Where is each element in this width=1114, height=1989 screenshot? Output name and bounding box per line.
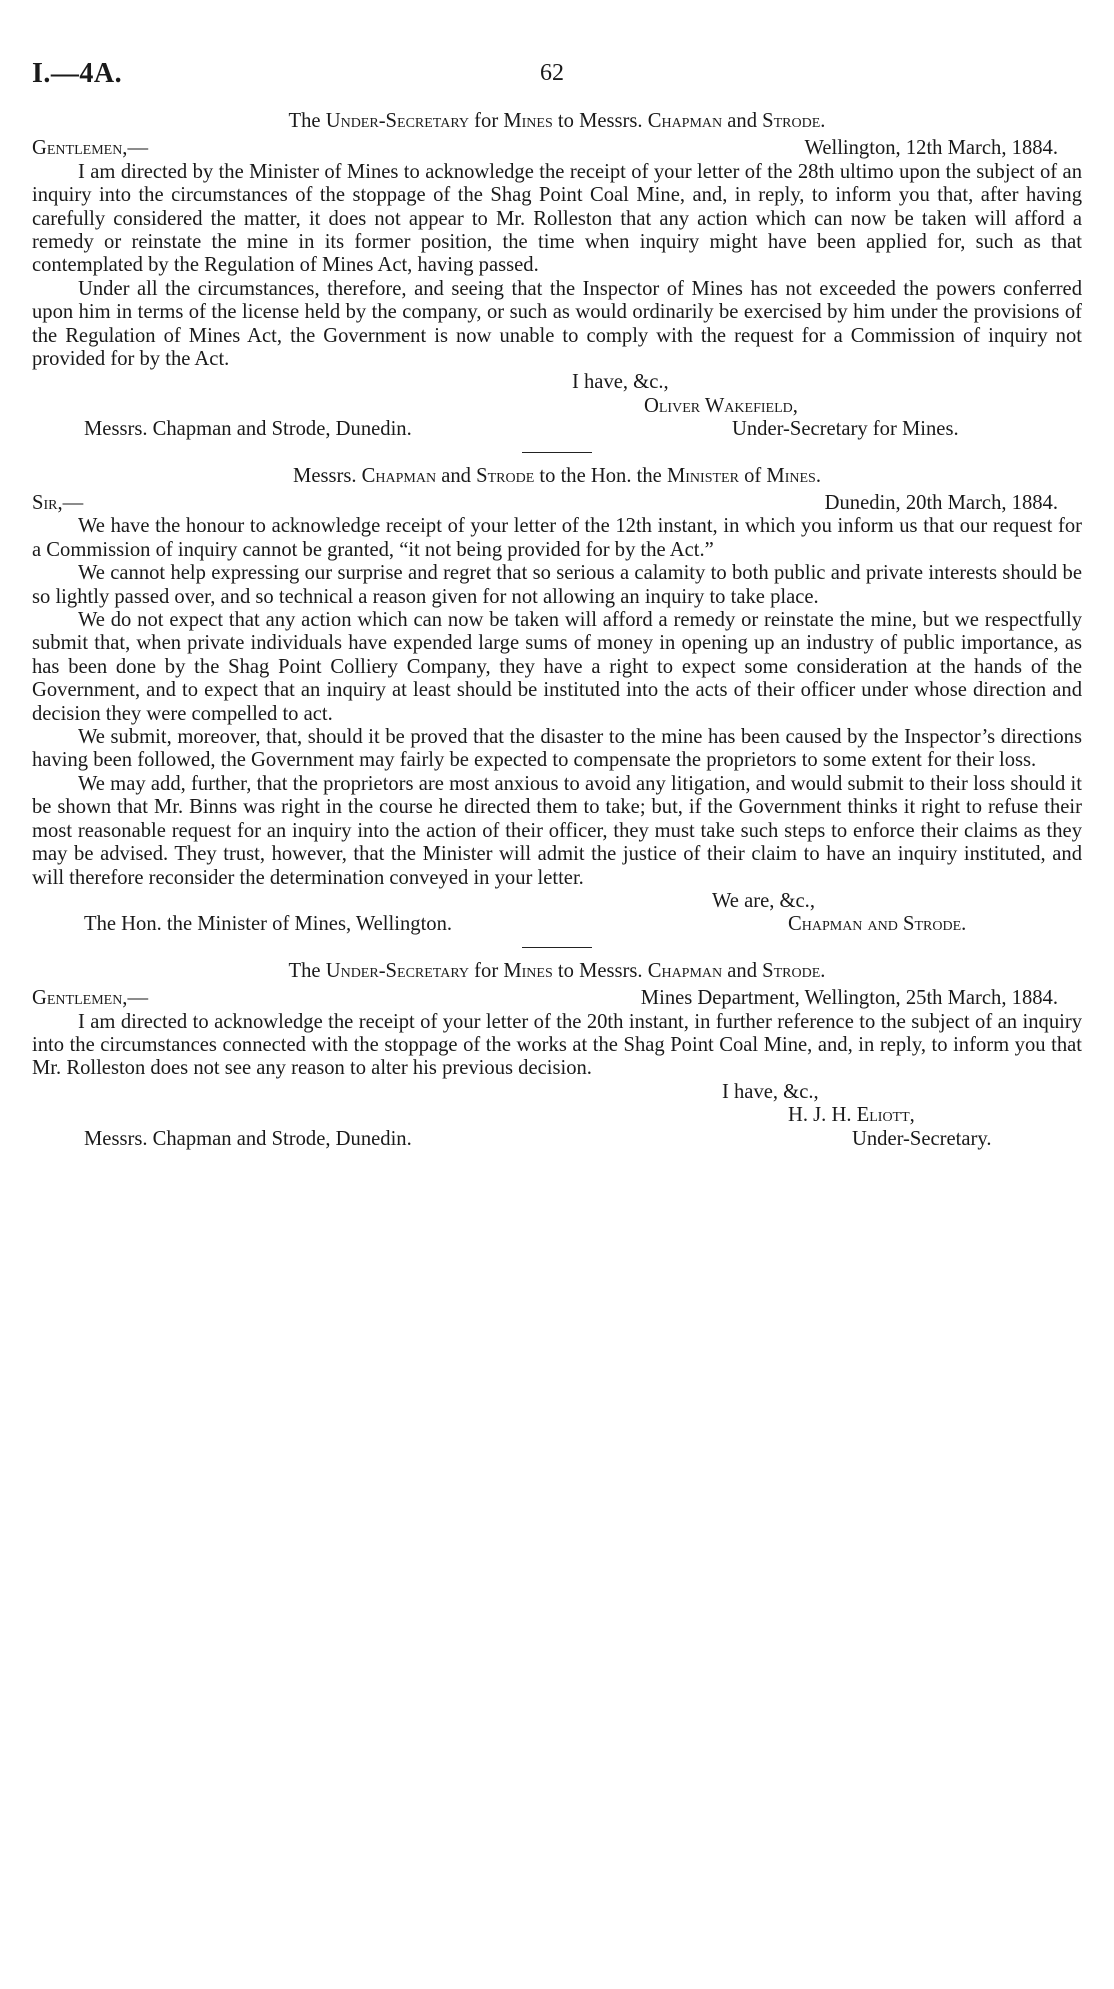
letter-3-title: The Under-Secretary for Mines to Messrs. Chapman and Strode. xyxy=(288,959,826,982)
letter-3-date: Mines Department, Wellington, 25th March, 1884. xyxy=(640,987,1058,1010)
section-divider xyxy=(522,452,592,453)
letter-2-salutation: Sir,— xyxy=(32,492,84,515)
letter-2-closing-line xyxy=(32,890,1082,913)
letter-3-closing-line xyxy=(32,1081,1082,1104)
letter-1-signature-line xyxy=(32,395,1082,418)
letter-1-signature: Oliver Wakefield, xyxy=(644,394,798,417)
letter-2-paragraph: We cannot help expressing our surprise and regret that so serious a calamity to both public and private interests should be so lightly passed over, and so technical a reason given for not allowing an inquiry to take place. xyxy=(32,562,1082,608)
section-divider xyxy=(522,947,592,948)
letter-2-paragraph: We submit, moreover, that, should it be proved that the disaster to the mine has been caused by the Inspector’s directions having been followed, the Government may fairly be expected to compensate the proprietors to some extent for their loss. xyxy=(32,726,1082,772)
letter-1-paragraph: I am directed by the Minister of Mines to acknowledge the receipt of your letter of the 28th ultimo upon the subject of an inquiry into the circumstances of the stoppage of the Shag Point Coal Mine, and, in reply, to inform you that, after having carefully considered the matter, it does not appear to Mr. Rolleston that any action which can now be taken will afford a remedy or reinstate the mine in its former position, the time when inquiry might have been applied for, such as that contemplated by the Regulation of Mines Act, having passed. xyxy=(32,160,1082,277)
letter-1-dateline xyxy=(32,137,1082,160)
letter-2-paragraph: We do not expect that any action which can now be taken will afford a remedy or reinstate the mine, but we respectfully submit that, when private individuals have expended large sums of money in opening up an industry of public importance, as has been done by the Shag Point Colliery Company, they have a right to expect some consideration at the hands of the Government, and to expect that an inquiry at least should be instituted into the acts of their officer under whose direction and decision they were compelled to act. xyxy=(32,609,1082,725)
letter-2-signature: Chapman and Strode. xyxy=(788,913,967,936)
letter-1-footer-line xyxy=(32,418,1082,441)
letter-2-closing: We are, &c., xyxy=(712,889,815,912)
letter-1-date: Wellington, 12th March, 1884. xyxy=(804,137,1058,160)
letter-3-footer-line xyxy=(32,1128,1082,1151)
document-reference: I.—4A. xyxy=(32,58,123,89)
letter-2-dateline xyxy=(32,492,1082,515)
letter-2-paragraph: We may add, further, that the proprietors are most anxious to avoid any litigation, and would submit to their loss should it be shown that Mr. Binns was right in the course he directed them to take; but, if the Government thinks it right to refuse their most reasonable request for an inquiry into the action of their officer, they must take such steps to enforce their claims as they may be advised. They trust, however, that the Minister will admit the justice of their claim to have an inquiry instituted, and will therefore reconsider the determination conveyed in your letter. xyxy=(32,772,1082,889)
letter-3-paragraph: I am directed to acknowledge the receipt of your letter of the 20th instant, in further reference to the subject of an inquiry into the circumstances connected with the stoppage of the works at the Shag Point Coal Mine, and, in reply, to inform you that Mr. Rolleston does not see any reason to alter his previous decision. xyxy=(32,1010,1082,1080)
letter-1-salutation: Gentlemen,— xyxy=(32,137,149,160)
letter-2-title: Messrs. Chapman and Strode to the Hon. the Minister of Mines. xyxy=(293,464,821,487)
document-body xyxy=(32,110,1082,1151)
letter-3 xyxy=(32,960,1082,1151)
letter-1-title: The Under-Secretary for Mines to Messrs. Chapman and Strode. xyxy=(288,110,826,132)
letter-1 xyxy=(32,110,1082,442)
letter-1-paragraph: Under all the circumstances, therefore, and seeing that the Inspector of Mines has not exceeded the powers conferred upon him in terms of the license held by the company, or such as would ordinarily be exercised by him under the provisions of the Regulation of Mines Act, the Government is now unable to comply with the request for a Commission of inquiry not provided for by the Act. xyxy=(32,277,1082,371)
letter-3-signature: H. J. H. Eliott, xyxy=(788,1104,915,1127)
letter-1-signer-title: Under-Secretary for Mines. xyxy=(732,418,959,441)
letter-3-signature-line xyxy=(32,1104,1082,1127)
letter-2-footer-line xyxy=(32,913,1082,936)
letter-3-closing: I have, &c., xyxy=(722,1080,819,1103)
letter-3-dateline xyxy=(32,987,1082,1010)
letter-2 xyxy=(32,465,1082,937)
page-number: 62 xyxy=(540,60,564,86)
letter-1-addressee: Messrs. Chapman and Strode, Dunedin. xyxy=(84,418,412,441)
letter-2-addressee: The Hon. the Minister of Mines, Wellington. xyxy=(84,913,453,936)
letter-1-closing-line xyxy=(32,371,1082,394)
letter-2-paragraph: We have the honour to acknowledge receipt of your letter of the 12th instant, in which you inform us that our request for a Commission of inquiry cannot be granted, “it not being provided for by the Act.” xyxy=(32,515,1082,561)
letter-3-salutation: Gentlemen,— xyxy=(32,987,149,1010)
letter-3-signer-title: Under-Secretary. xyxy=(852,1127,992,1150)
letter-1-closing: I have, &c., xyxy=(572,371,669,394)
letter-2-date: Dunedin, 20th March, 1884. xyxy=(824,492,1058,515)
letter-3-addressee: Messrs. Chapman and Strode, Dunedin. xyxy=(84,1127,412,1150)
